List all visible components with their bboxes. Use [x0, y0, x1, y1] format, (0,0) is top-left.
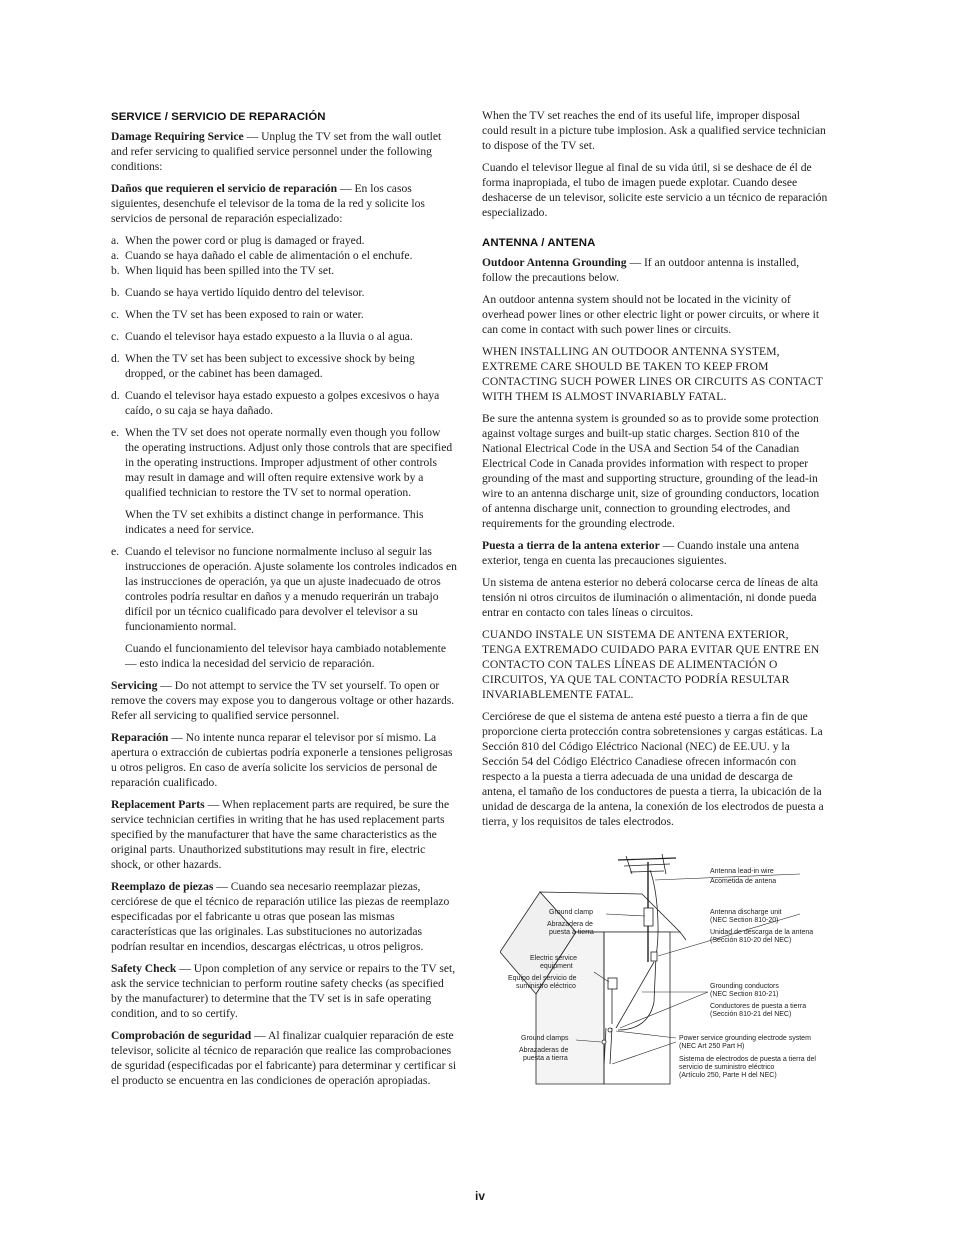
- label-clamps-es-1: Abrazaderas de: [519, 1047, 569, 1054]
- label-discharge-en: Antenna discharge unit: [710, 909, 782, 916]
- label-clamps-en: Ground clamps: [521, 1035, 569, 1042]
- list-item-continuation: When the TV set exhibits a distinct change in performance. This indicates a need for service.: [125, 508, 424, 536]
- label-ground-clamp-es-2: puesta a tierra: [549, 929, 594, 936]
- safety-paragraph-en: Safety Check — Upon completion of any service or repairs to the TV set, ask the service technician to perform routine safety checks (as specified by the manufacturer) to determine that the TV set is in safe operating condition, and to so certify.: [111, 962, 456, 1020]
- list-item: c. Cuando el televisor haya estado expuesto a la lluvia o al agua.: [111, 330, 413, 343]
- label-conductors-en-sub: (NEC Section 810-21): [710, 991, 779, 998]
- parts-paragraph-es: Reemplazo de piezas — Cuando sea necesario reemplazar piezas, cerciórese de que el técnico de reparación utilice las piezas de reemplazo especificadas por el fabricante u otras que posean las mismas características que las originales. Las substituciones no autorizadas podrían resultar en incendios, descargas eléctricas, u otros peligros.: [111, 880, 450, 953]
- grounded-paragraph-es: Cerciórese de que el sistema de antena esté puesto a tierra a fin de que proporcione cierta protección contra sobretensiones y cargas estáticas. La Sección 810 del Código Eléctrico Nacional (NEC) de EE.UU. y la Sección 54 del Código Eléctrico Canadiese ofrecen informacón con respecto a la puesta a tierra adecuada de una unidad de descarga de antena, el tamaño de los conductores de puesta a tierra, la ubicación de la unidad de descarga de la antena, la conexión de los electrodos de puesta a tierra, y los requisitos de tales electrodos.: [482, 710, 824, 828]
- vicinity-paragraph-es: Un sistema de antena esterior no deberá colocarse cerca de líneas de alta tensión ni otros circuitos de iluminación o alimentación, ni donde pueda entrar en contacto con tales líneas o circuitos.: [482, 576, 819, 619]
- antenna-grounding-diagram: [500, 852, 845, 1087]
- left-column: [111, 108, 457, 1095]
- list-item: d. When the TV set has been subject to excessive shock by being dropped, or the cabinet has been damaged.: [111, 352, 415, 380]
- label-equipment-es-1: Equipo del servicio de: [508, 975, 577, 982]
- list-item: e. Cuando el televisor no funcione normalmente incluso al seguir las instrucciones de operación. Ajuste solamente los controles indicados en las instrucciones de operación, ya que un ajuste inadecuado de otros controles podría resultar en daños y a menudo requerirán un trabajo difícil por un técnico cualificado para devolver el televisor a su funcionamiento normal.: [111, 545, 457, 633]
- warning-paragraph-es: CUANDO INSTALE UN SISTEMA DE ANTENA EXTERIOR, TENGA EXTREMADO CUIDADO PARA EVITAR QUE ENTRE EN CONTACTO CON TALES LÍNEAS DE ALIMENTACIÓN O CIRCUITOS, YA QUE TAL CONTACTO PODRÍA RESULTAR INVARIABLEMENTE FATAL.: [482, 628, 820, 701]
- label-lead-in-en: Antenna lead-in wire: [710, 868, 774, 875]
- label-equipment-es-2: suministro eléctrico: [516, 983, 576, 990]
- list-item: a. When the power cord or plug is damaged or frayed.: [111, 234, 365, 247]
- list-item: b. Cuando se haya vertido líquido dentro del televisor.: [111, 286, 365, 299]
- label-electrode-en-sub: (NEC Art 250 Part H): [679, 1043, 745, 1050]
- grounded-paragraph-en: Be sure the antenna system is grounded so as to provide some protection against voltage surges and built-up static charges. Section 810 of the National Electrical Code in the USA and Section 54 of the Canadian Electrical Code in Canada provides information with respect to proper grounding of the mast and supporting structure, grounding of the lead-in wire to an antenna discharge unit, size of grounding conductors, location of antenna discharge unit, connection to grounding electrodes, and requirements for the grounding electrode.: [482, 412, 820, 530]
- label-ground-clamp-es-1: Abrazadera de: [547, 921, 593, 928]
- antenna-heading: ANTENNA / ANTENA: [482, 237, 596, 249]
- label-electrode-es-1: Sistema de electrodos de puesta a tierra del: [679, 1056, 816, 1063]
- label-discharge-es: Unidad de descarga de la antena: [710, 929, 814, 936]
- vicinity-paragraph-en: An outdoor antenna system should not be located in the vicinity of overhead power lines or other electric light or power circuits, or where it can come in contact with such power lines or circuits.: [482, 293, 820, 336]
- label-lead-in-es: Acometida de antena: [710, 878, 777, 885]
- label-equipment-en-1: Electric service: [530, 955, 578, 962]
- label-conductors-es: Conductores de puesta a tierra: [710, 1003, 807, 1010]
- damage-paragraph-en: Damage Requiring Service — Unplug the TV set from the wall outlet and refer servicing to qualified service personnel under the following conditions:: [111, 130, 442, 173]
- label-clamps-es-2: puesta a tierra: [523, 1055, 568, 1062]
- page-number: iv: [474, 1189, 485, 1203]
- label-discharge-es-sub: (Sección 810-20 del NEC): [710, 937, 792, 944]
- list-item-continuation: Cuando el funcionamiento del televisor haya cambiado notablemente — esto indica la necesidad del servicio de reparación.: [125, 642, 446, 670]
- label-discharge-en-sub: (NEC Section 810-20): [710, 917, 779, 924]
- servicing-paragraph-en: Servicing — Do not attempt to service the TV set yourself. To open or remove the covers may expose you to dangerous voltage or other hazards. Refer all servicing to qualified service personnel.: [111, 679, 455, 722]
- list-item: d. Cuando el televisor haya estado expuesto a golpes excesivos o haya caído, o su caja se haya dañado.: [111, 389, 440, 417]
- grounding-paragraph-es: Puesta a tierra de la antena exterior — Cuando instale una antena exterior, tenga en cuenta las precauciones siguientes.: [482, 539, 800, 567]
- right-column: [482, 108, 828, 836]
- list-item: b. When liquid has been spilled into the TV set.: [111, 264, 335, 277]
- label-electrode-es-3: (Artículo 250, Parte H del NEC): [679, 1072, 777, 1079]
- label-conductors-es-sub: (Sección 810-21 del NEC): [710, 1011, 792, 1018]
- disposal-paragraph-en: When the TV set reaches the end of its useful life, improper disposal could result in a picture tube implosion. Ask a qualified service technician to dispose of the TV set.: [482, 109, 826, 152]
- damage-paragraph-es: Daños que requieren el servicio de reparación — En los casos siguientes, desenchufe el televisor de la toma de la red y solicite los servicios de personal de reparación especializado:: [111, 182, 425, 225]
- parts-paragraph-en: Replacement Parts — When replacement parts are required, be sure the service technician certifies in writing that he has used replacement parts specified by the manufacturer that have the same characteristics as the original parts. Unauthorized substitutions may result in fire, electric shock, or other hazards.: [111, 798, 450, 871]
- grounding-paragraph-en: Outdoor Antenna Grounding — If an outdoor antenna is installed, follow the precautions below.: [482, 256, 800, 284]
- label-electrode-es-2: servicio de suministro eléctrico: [679, 1064, 775, 1071]
- label-electrode-en: Power service grounding electrode system: [679, 1035, 811, 1042]
- service-heading: SERVICE / SERVICIO DE REPARACIÓN: [111, 111, 326, 123]
- label-conductors-en: Grounding conductors: [710, 983, 779, 990]
- list-item: a. Cuando se haya dañado el cable de alimentación o el enchufe.: [111, 249, 413, 262]
- servicing-paragraph-es: Reparación — No intente nunca reparar el televisor por sí mismo. La apertura o extracción de cubiertas podría exponerle a tensiones peligrosas u otros peligros. En caso de avería solicite los servicios de personal de reparación cualificado.: [111, 731, 453, 789]
- list-item: c. When the TV set has been exposed to rain or water.: [111, 308, 364, 321]
- label-ground-clamp-en: Ground clamp: [549, 909, 593, 916]
- label-equipment-en-2: equipment: [540, 963, 573, 970]
- disposal-paragraph-es: Cuando el televisor llegue al final de su vida útil, si se deshace de él de forma inapropiada, el tubo de imagen puede explotar. Cuando desee deshacerse de un televisor, solicite este servicio a un técnico de reparación especializado.: [482, 161, 828, 219]
- warning-paragraph-en: WHEN INSTALLING AN OUTDOOR ANTENNA SYSTEM, EXTREME CARE SHOULD BE TAKEN TO KEEP FROM CONTACTING SUCH POWER LINES OR CIRCUITS AS CONTACT WITH THEM IS ALMOST INVARIABLY FATAL.: [482, 345, 823, 403]
- safety-paragraph-es: Comprobación de seguridad — Al finalizar cualquier reparación de este televisor, solicite al técnico de reparación que realice las comprobaciones de sguridad (especificadas por el fabricante) para determinar y certificar si el producto se encuentra en las condiciones de operación apropiadas.: [111, 1029, 457, 1087]
- list-item: e. When the TV set does not operate normally even though you follow the operating instructions. Adjust only those controls that are specified in the operating instructions. Improper adjustment of other controls may result in damage and will often require extensive work by a qualified technician to restore the TV set to normal operation.: [111, 426, 453, 499]
